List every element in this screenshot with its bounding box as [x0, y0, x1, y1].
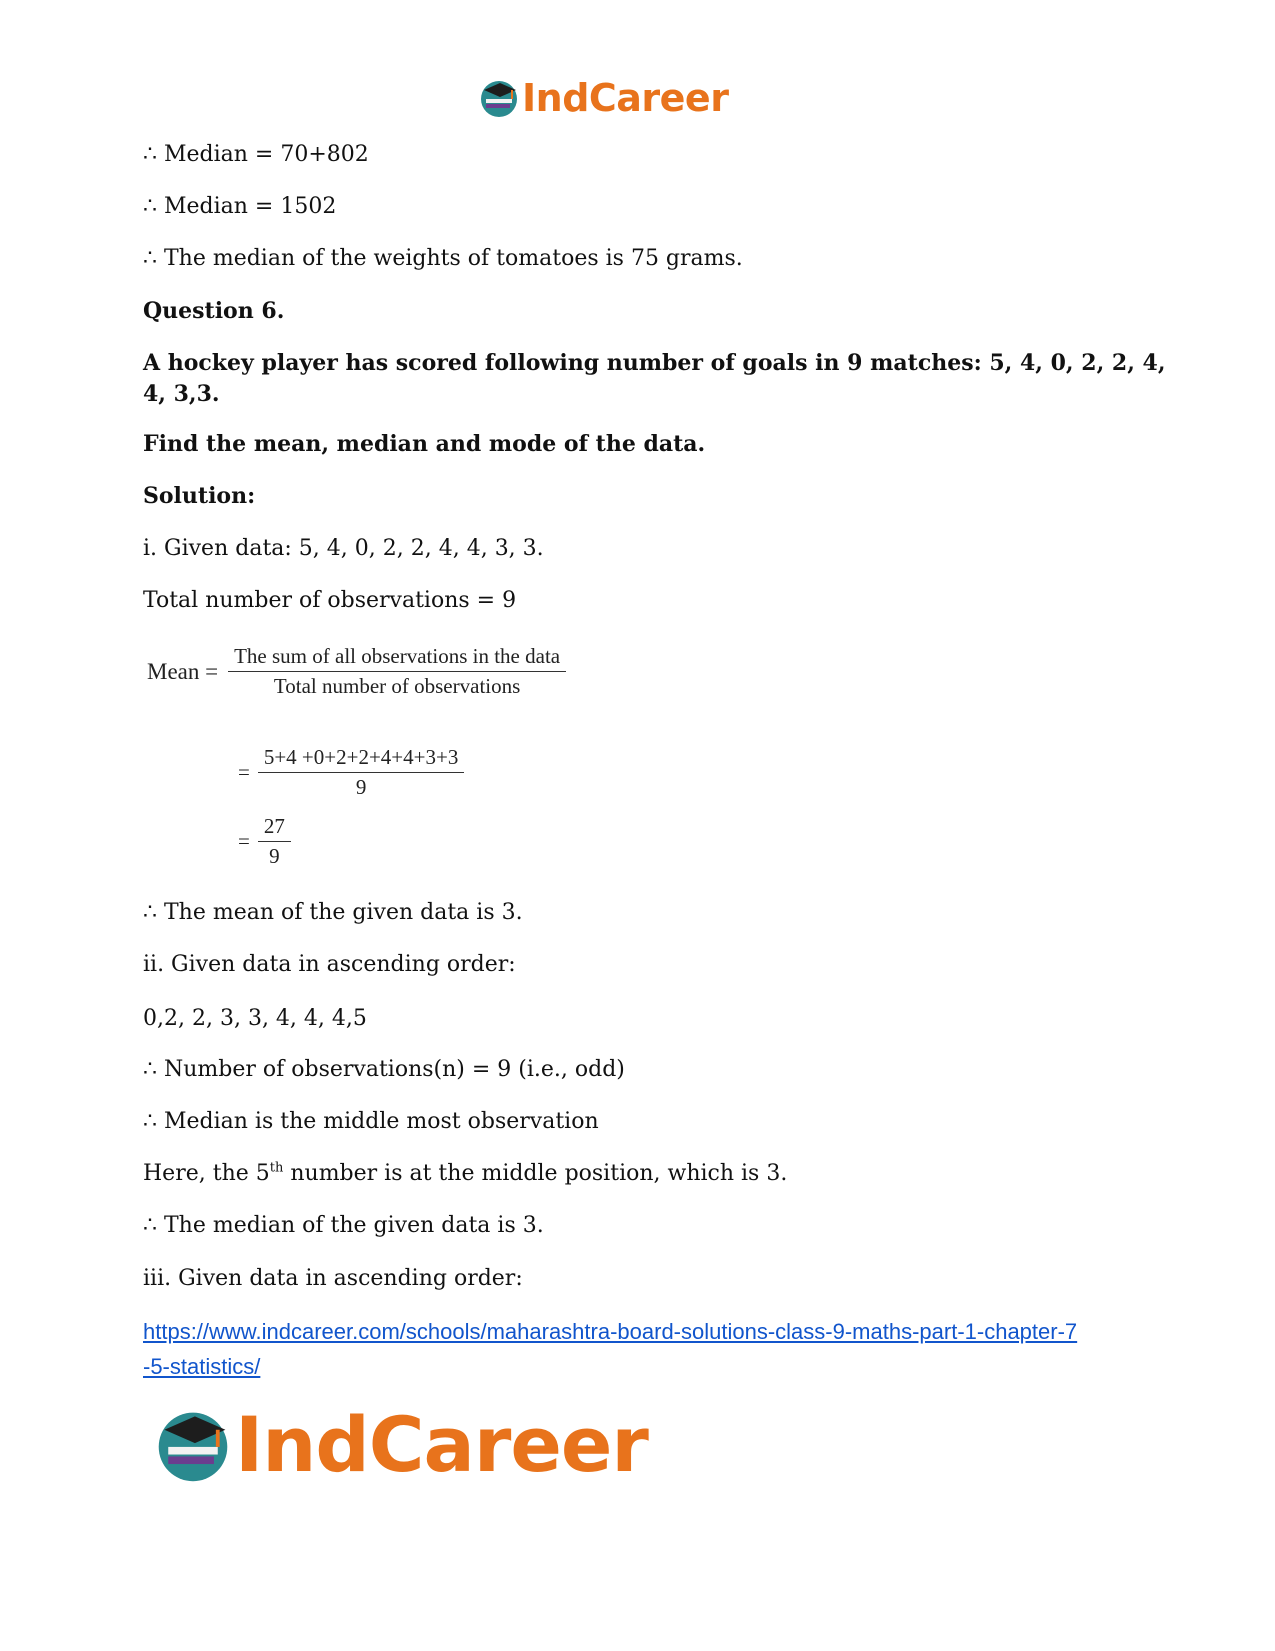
median-definition: ∴ Median is the middle most observation	[143, 1109, 599, 1134]
ascending-data: 0,2, 2, 3, 3, 4, 4, 4,5	[143, 1006, 367, 1031]
median-result: ∴ The median of the given data is 3.	[143, 1213, 544, 1238]
median-line-1: ∴ Median = 70+802	[143, 142, 369, 167]
question-title: Question 6.	[143, 298, 285, 324]
source-link[interactable]	[143, 1314, 1077, 1384]
question-task: Find the mean, median and mode of the data.	[143, 431, 706, 457]
equals-sign: =	[238, 760, 250, 784]
ordinal-suffix: th	[269, 1160, 284, 1176]
median-conclusion: ∴ The median of the weights of tomatoes is 75 grams.	[143, 246, 743, 271]
result-fraction	[258, 814, 291, 869]
median-position-text: Here, the 5	[143, 1161, 270, 1186]
result-numerator: 27	[258, 814, 291, 842]
mean-conclusion: ∴ The mean of the given data is 3.	[143, 900, 523, 925]
graduation-cap-icon	[478, 77, 520, 119]
mean-label: Mean =	[147, 658, 219, 684]
question-text-line-1: A hockey player has scored following number of goals in 9 matches: 5, 4, 0, 2, 2, 4,	[143, 350, 1166, 376]
brand-name: IndCareer	[522, 76, 729, 120]
sum-numerator: 5+4 +0+2+2+4+4+3+3	[258, 745, 465, 773]
source-link-line-1[interactable]: https://www.indcareer.com/schools/maharashtra-board-solutions-class-9-maths-part-1-chapter-7	[143, 1319, 1078, 1344]
sum-formula	[238, 745, 464, 800]
median-position-text-end: number is at the middle position, which is 3.	[283, 1161, 788, 1186]
sum-fraction	[258, 745, 465, 800]
total-observations: Total number of observations = 9	[143, 588, 517, 613]
ascending-heading-2: iii. Given data in ascending order:	[143, 1266, 523, 1291]
graduation-cap-icon	[153, 1405, 233, 1485]
source-link-line-2[interactable]: -5-statistics/	[143, 1354, 261, 1379]
brand-name-large: IndCareer	[235, 1400, 648, 1489]
footer-logo	[153, 1400, 648, 1489]
given-data: i. Given data: 5, 4, 0, 2, 2, 4, 4, 3, 3.	[143, 536, 544, 561]
sum-denominator: 9	[355, 775, 367, 799]
question-text-line-2: 4, 3,3.	[143, 381, 220, 407]
equals-sign: =	[238, 829, 250, 853]
ascending-heading-1: ii. Given data in ascending order:	[143, 952, 516, 977]
solution-heading: Solution:	[143, 483, 256, 509]
result-formula	[238, 814, 291, 869]
mean-formula	[147, 644, 566, 699]
observation-count: ∴ Number of observations(n) = 9 (i.e., odd)	[143, 1057, 625, 1082]
mean-denominator: Total number of observations	[273, 674, 521, 698]
header-logo	[478, 76, 728, 120]
mean-numerator: The sum of all observations in the data	[228, 644, 566, 672]
median-position	[143, 1160, 787, 1188]
result-denominator: 9	[269, 844, 280, 868]
mean-fraction	[228, 644, 566, 699]
median-line-2: ∴ Median = 1502	[143, 194, 337, 219]
